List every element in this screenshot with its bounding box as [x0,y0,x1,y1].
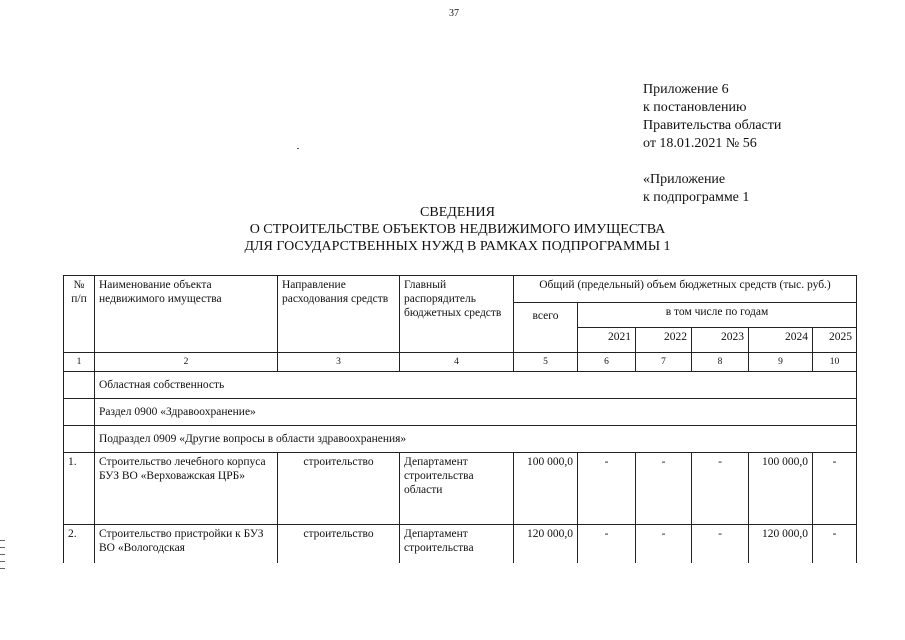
header-year-2022: 2022 [636,328,692,353]
row-2022: - [636,453,692,525]
column-number: 7 [636,353,692,372]
row-direction: строительство [278,525,400,563]
header-year-2023: 2023 [692,328,749,353]
column-number: 4 [400,353,514,372]
row-total: 120 000,0 [514,525,578,563]
margin-marks [0,540,6,575]
column-number: 1 [64,353,95,372]
title-line: ДЛЯ ГОСУДАРСТВЕННЫХ НУЖД В РАМКАХ ПОДПРОГРАММЫ 1 [244,239,671,254]
section-row [64,372,857,399]
header-num: № п/п [64,276,95,353]
appendix-line: от 18.01.2021 № 56 [643,136,757,151]
section-row [64,426,857,453]
title-line: О СТРОИТЕЛЬСТВЕ ОБЪЕКТОВ НЕДВИЖИМОГО ИМУЩЕСТВА [249,222,666,237]
header-year-2024: 2024 [749,328,813,353]
header-total-group: Общий (предельный) объем бюджетных средств (тыс. руб.) [514,276,857,303]
page-number: 37 [449,8,459,19]
scan-speck [297,148,299,149]
row-2021: - [578,525,636,563]
table-row [64,525,857,563]
column-number: 8 [692,353,749,372]
row-num: 1. [64,453,95,525]
header-year-2021: 2021 [578,328,636,353]
row-num: 2. [64,525,95,563]
row-2023: - [692,453,749,525]
appendix-line: к подпрограмме 1 [643,190,750,205]
table-row [64,453,857,525]
row-name: Строительство пристройки к БУЗ ВО «Вологодская [95,525,278,563]
column-number: 2 [95,353,278,372]
row-2024: 120 000,0 [749,525,813,563]
row-2024: 100 000,0 [749,453,813,525]
row-name: Строительство лечебного корпуса БУЗ ВО «Верховажская ЦРБ» [95,453,278,525]
column-number: 5 [514,353,578,372]
column-number: 3 [278,353,400,372]
appendix-line: Правительства области [643,118,782,133]
header-name: Наименование объекта недвижимого имущества [95,276,278,353]
header-year-2025: 2025 [813,328,857,353]
row-total: 100 000,0 [514,453,578,525]
section-label: Подраздел 0909 «Другие вопросы в области здравоохранения» [95,426,857,453]
section-label: Областная собственность [95,372,857,399]
appendix-line: Приложение 6 [643,82,729,97]
column-number: 6 [578,353,636,372]
section-label: Раздел 0900 «Здравоохранение» [95,399,857,426]
appendix-line: к постановлению [643,100,747,115]
row-direction: строительство [278,453,400,525]
row-2023: - [692,525,749,563]
row-manager: Департамент строительства [400,525,514,563]
column-number: 9 [749,353,813,372]
appendix-block [643,81,781,207]
header-manager: Главный распорядитель бюджетных средств [400,276,514,353]
row-2025: - [813,453,857,525]
row-2025: - [813,525,857,563]
row-2021: - [578,453,636,525]
construction-table [63,275,857,563]
row-manager: Департамент строительства области [400,453,514,525]
header-years-group: в том числе по годам [578,303,857,328]
title-line: СВЕДЕНИЯ [420,205,495,220]
header-total: всего [514,303,578,353]
row-2022: - [636,525,692,563]
document-title [0,204,905,255]
section-row [64,399,857,426]
appendix-line: «Приложение [643,172,726,187]
header-direction: Направление расходования средств [278,276,400,353]
column-number: 10 [813,353,857,372]
column-number-row [64,353,857,372]
